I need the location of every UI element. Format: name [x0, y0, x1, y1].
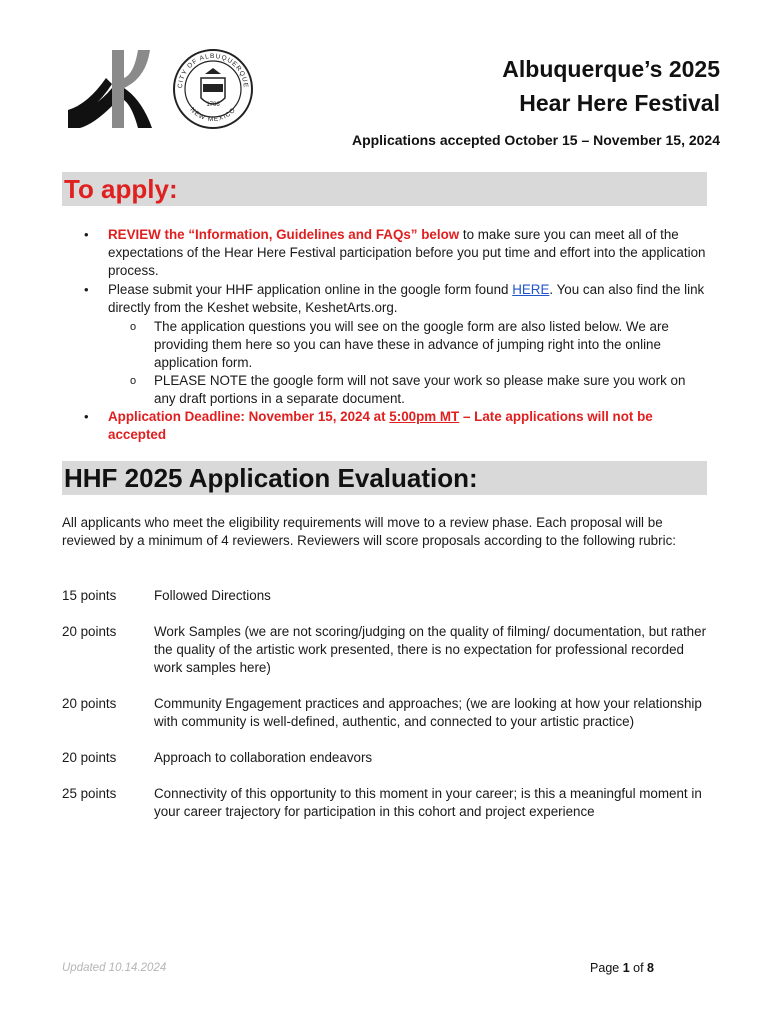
page-number	[590, 961, 654, 975]
title-line1: Albuquerque’s 2025	[502, 56, 720, 82]
rubric-description: Approach to collaboration endeavors	[154, 750, 373, 765]
rubric-points: 15 points	[62, 588, 117, 603]
rubric-description: Work Samples (we are not scoring/judging on the quality of filming/ documentation, but rather the quality of the artistic work presented, there is no expectation for professional recorded work samples here)	[154, 624, 707, 675]
rubric-row	[62, 587, 707, 605]
rubric-row	[62, 623, 707, 677]
deadline-time: 5:00pm MT	[389, 409, 460, 424]
deadline-part2: – Late applications will not be accepted	[108, 409, 653, 442]
circle-bullet-icon: o	[130, 321, 137, 333]
rubric-points: 20 points	[62, 624, 117, 639]
review-text: to make sure you can meet all of the expectations of the Hear Here Festival participation before you put time and effort into the application process.	[108, 227, 706, 278]
seal-year: 1706	[206, 102, 220, 108]
updated-date: Updated 10.14.2024	[62, 962, 167, 974]
bullet-review	[84, 226, 708, 280]
rubric-description: Community Engagement practices and approaches; (we are looking at how your relationship with community is well-defined, authentic, and connected to your artistic practice)	[154, 696, 702, 729]
rubric-points: 20 points	[62, 750, 117, 765]
bullet-dot-icon: •	[84, 227, 89, 242]
rubric-points: 20 points	[62, 696, 117, 711]
application-dates: Applications accepted October 15 – November 15, 2024	[351, 132, 720, 148]
circle-bullet-icon: o	[130, 375, 137, 387]
page-word: Page	[590, 961, 623, 975]
rubric-row	[62, 785, 707, 821]
deadline-text	[108, 409, 653, 442]
section-title-apply: To apply:	[64, 174, 178, 204]
questions-text: The application questions you will see on the google form are also listed below. We are providing them here so you can have these in advance of jumping right into the online application form.	[154, 319, 669, 370]
rubric-row	[62, 695, 707, 731]
rubric-description: Followed Directions	[154, 588, 271, 603]
svg-text:NEW MEXICO	[189, 106, 238, 123]
title-line2: Hear Here Festival	[519, 90, 720, 116]
apply-bullets	[84, 226, 708, 445]
keshet-logo	[66, 48, 156, 130]
bullet-submit	[84, 281, 708, 317]
section-title-evaluation: HHF 2025 Application Evaluation:	[64, 463, 478, 493]
submit-text-after: . You can also find the link directly from the Keshet website, KeshetArts.org.	[108, 282, 705, 315]
review-emphasis: REVIEW the “Information, Guidelines and FAQs” below	[108, 227, 460, 242]
bullet-deadline	[84, 408, 708, 444]
submit-text: Please submit your HHF application online in the google form found	[108, 282, 513, 297]
page-total: 8	[647, 961, 654, 975]
bullet-dot-icon: •	[84, 282, 89, 297]
page-current: 1	[622, 961, 630, 975]
seal-text-top: CITY OF ALBUQUERQUE	[176, 52, 250, 89]
evaluation-intro: All applicants who meet the eligibility requirements will move to a review phase. Each proposal will be reviewed by a minimum of 4 reviewers. Reviewers will score proposals according to the following rubric:	[62, 515, 676, 548]
logo-area	[66, 48, 276, 130]
seal-text-bottom: NEW MEXICO	[188, 106, 238, 124]
sub-bullet-note	[84, 372, 708, 408]
title-block	[352, 52, 720, 148]
note-text: PLEASE NOTE the google form will not save your work so please make sure you work on any draft portions in a separate document.	[154, 373, 686, 406]
sub-bullet-questions	[84, 318, 708, 372]
rubric-row	[62, 749, 707, 767]
rubric-description: Connectivity of this opportunity to this moment in your career; is this a meaningful moment in your career trajectory for participation in this cohort and project experience	[154, 786, 702, 819]
deadline-part1: Application Deadline: November 15, 2024 at	[108, 409, 390, 424]
city-seal-logo	[172, 48, 254, 130]
of-word: of	[629, 961, 648, 975]
google-form-link[interactable]: HERE	[512, 282, 550, 297]
bullet-dot-icon: •	[84, 409, 89, 424]
rubric-points: 25 points	[62, 786, 117, 801]
rubric-list	[62, 587, 707, 839]
